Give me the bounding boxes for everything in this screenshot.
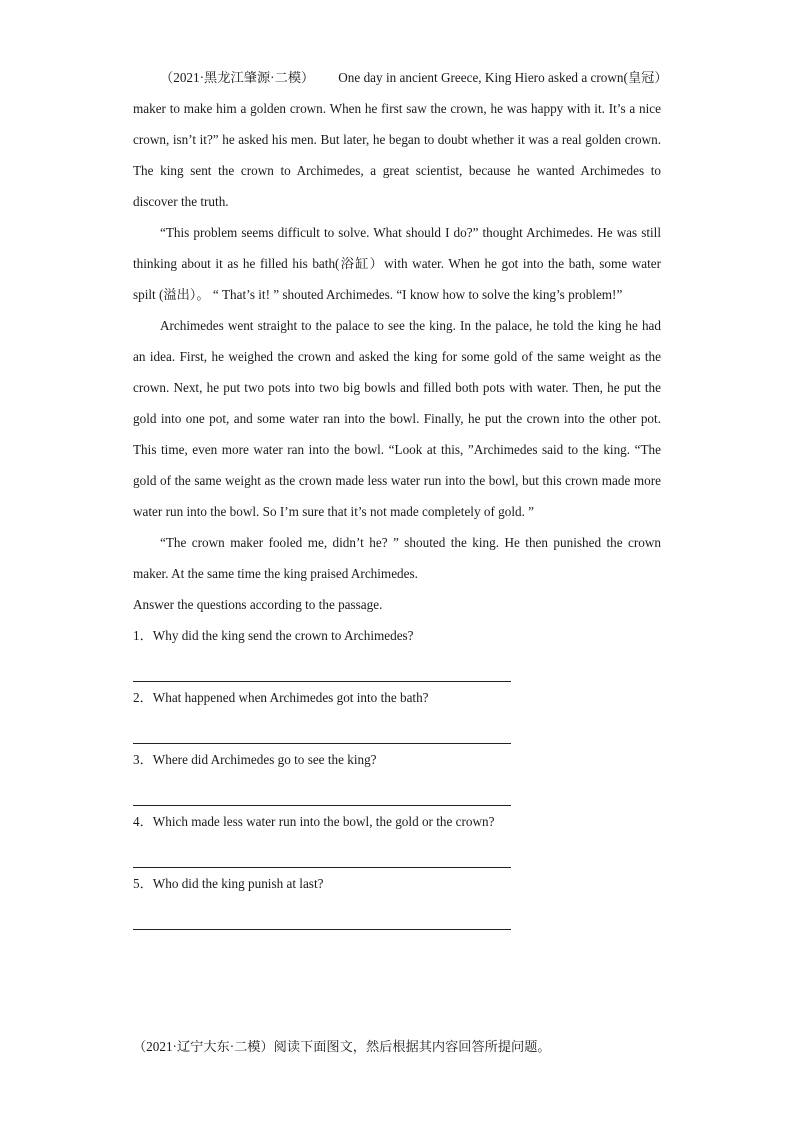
answer-line-4[interactable] (133, 837, 511, 868)
question-block-5 (133, 868, 661, 930)
question-2: 2．What happened when Archimedes got into the bath? (133, 690, 429, 705)
question-instruction: Answer the questions according to the passage. (133, 597, 383, 612)
question-5: 5．Who did the king punish at last? (133, 876, 324, 891)
passage-paragraph-2: “This problem seems difficult to solve. What should I do?” thought Archimedes. He was still thinking about it as he filled his bath(浴缸）with water. When he got into the bath, some water spilt (溢出）。 “ That’s it! ” shouted Archimedes. “I know how to solve the king’s problem!” (133, 225, 661, 302)
question-block-4 (133, 806, 661, 868)
question-block-1 (133, 620, 661, 682)
question-block-3 (133, 744, 661, 806)
passage-paragraph-4: “The crown maker fooled me, didn’t he? ” shouted the king. He then punished the crown maker. At the same time the king praised Archimedes. (133, 535, 661, 581)
question-1: 1．Why did the king send the crown to Archimedes? (133, 628, 414, 643)
answer-line-5[interactable] (133, 899, 511, 930)
next-passage-heading: （2021·辽宁大东·二模）阅读下面图文，然后根据其内容回答所提问题。 (133, 1039, 551, 1055)
question-block-2 (133, 682, 661, 744)
question-4: 4．Which made less water run into the bowl, the gold or the crown? (133, 814, 495, 829)
answer-line-2[interactable] (133, 713, 511, 744)
document-body (133, 62, 661, 930)
passage-source: （2021·黑龙江肇源·二模） (160, 70, 315, 85)
passage-paragraph-3: Archimedes went straight to the palace to see the king. In the palace, he told the king he had an idea. First, he weighed the crown and asked the king for some gold of the same weight as the crown. Next, he put two pots into two big bowls and filled both pots with water. Then, he put the gold into one pot, and some water ran into the bowl. Finally, he put the crown into the other pot. This time, even more water ran into the bowl. “Look at this, ”Archimedes said to the king. “The gold of the same weight as the crown made less water run into the bowl, but this crown made more water run into the bowl. So I’m sure that it’s not made completely of gold. ” (133, 318, 661, 519)
answer-line-3[interactable] (133, 775, 511, 806)
question-3: 3．Where did Archimedes go to see the king? (133, 752, 377, 767)
passage-paragraph-1-text: One day in ancient Greece, King Hiero asked a crown(皇冠）maker to make him a golden crown. When he first saw the crown, he was happy with it. It’s a nice crown, isn’t it?” he asked his men. But later, he began to doubt whether it was a real golden crown. The king sent the crown to Archimedes, a great scientist, because he wanted Archimedes to discover the truth. (133, 70, 661, 209)
passage-paragraph-1 (133, 62, 661, 217)
answer-line-1[interactable] (133, 651, 511, 682)
